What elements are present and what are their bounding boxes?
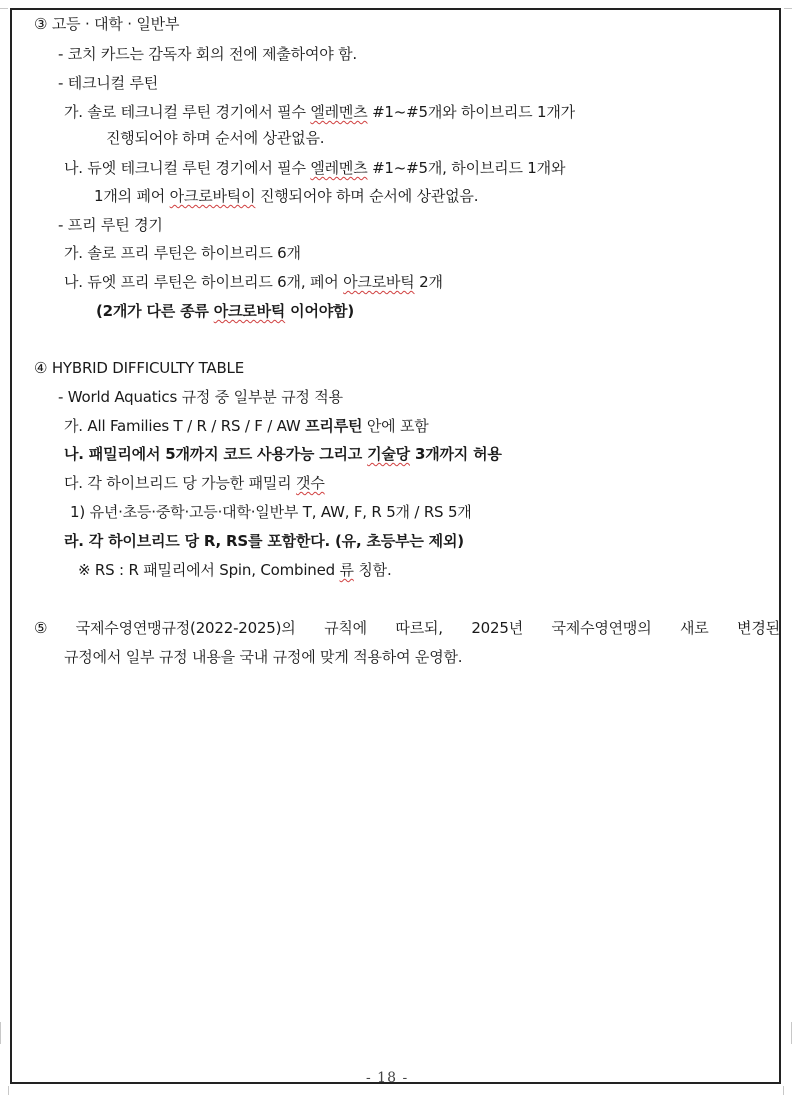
free-solo-line: 가. 솔로 프리 루틴은 하이브리드 6개: [64, 244, 301, 262]
section-4-title: ④ HYBRID DIFFICULTY TABLE: [34, 359, 244, 377]
technical-solo-line-2: 진행되어야 하며 순서에 상관없음.: [106, 129, 325, 147]
text-segment: 가. All Families T / R / RS / F / AW: [64, 417, 306, 435]
world-aquatics-rule: - World Aquatics 규정 중 일부분 규정 적용: [58, 388, 343, 406]
technical-solo-line-1: [64, 102, 575, 122]
word: 규칙에: [324, 619, 367, 637]
crop-mark: [0, 8, 8, 9]
word: 국제수영연맹의: [551, 619, 652, 637]
rs-note: [78, 560, 392, 580]
technical-duet-line-1: [64, 158, 565, 178]
word: 새로: [679, 619, 709, 637]
spellcheck-word: 엘레멘츠: [310, 159, 368, 177]
free-routine-heading: - 프리 루틴 경기: [58, 216, 163, 234]
crop-mark: [784, 8, 792, 9]
free-duet-line: [64, 272, 443, 292]
text-segment: 3개까지 허용: [409, 445, 502, 463]
word: 변경된: [737, 619, 780, 637]
spellcheck-word: 아크로바틱: [343, 273, 415, 291]
section-5-line-1: [34, 618, 780, 638]
free-duet-note: [96, 301, 354, 321]
crop-mark: [0, 1022, 1, 1044]
spellcheck-word: 갯수: [296, 474, 325, 492]
technical-duet-line-2: [94, 186, 478, 206]
text-segment: 가. 솔로 테크니컬 루틴 경기에서 필수: [64, 103, 311, 121]
text-segment: 진행되어야 하며 순서에 상관없음.: [255, 187, 479, 205]
text-segment: 나. 듀엣 프리 루틴은 하이브리드 6개, 페어: [64, 273, 344, 291]
text-segment: 다. 각 하이브리드 당 가능한 패밀리: [64, 474, 297, 492]
coach-card-rule: - 코치 카드는 감독자 회의 전에 제출하여야 함.: [58, 45, 357, 63]
text-segment: 이어야함): [285, 302, 354, 320]
text-segment: 2개: [414, 273, 443, 291]
crop-mark: [8, 1086, 9, 1095]
spellcheck-word: 아크로바틱: [213, 302, 286, 320]
families-per-hybrid-line: [64, 473, 325, 493]
crop-mark: [783, 1086, 784, 1095]
section-3-title: ③ 고등 · 대학 · 일반부: [34, 15, 180, 33]
text-segment: ※ RS : R 패밀리에서 Spin, Combined: [78, 561, 340, 579]
section-5-line-2: 규정에서 일부 규정 내용을 국내 규정에 맞게 적용하여 운영함.: [64, 648, 463, 666]
families-line: [64, 416, 429, 436]
word: 국제수영연맹규정(2022-2025)의: [75, 619, 296, 637]
word: 2025년: [471, 619, 524, 637]
family-code-limit-line: [64, 444, 502, 464]
r-rs-inclusion-line: 라. 각 하이브리드 당 R, RS를 포함한다. (유, 초등부는 제외): [64, 532, 464, 550]
word: 따르되,: [395, 619, 443, 637]
text-segment: 프리루틴: [305, 417, 363, 435]
spellcheck-word: 아크로바틱이: [169, 187, 256, 205]
spellcheck-word: 기술당: [367, 445, 410, 463]
page-number: - 18 -: [366, 1070, 409, 1086]
spellcheck-word: 류: [339, 561, 354, 579]
text-segment: 나. 패밀리에서 5개까지 코드 사용가능 그리고: [64, 445, 368, 463]
spellcheck-word: 엘레멘츠: [310, 103, 368, 121]
text-segment: #1~#5개, 하이브리드 1개와: [367, 159, 566, 177]
technical-routine-heading: - 테크니컬 루틴: [58, 74, 159, 92]
text-segment: 나. 듀엣 테크니컬 루틴 경기에서 필수: [64, 159, 311, 177]
text-segment: 안에 포함: [362, 417, 429, 435]
text-segment: (2개가 다른 종류: [96, 302, 214, 320]
word: ⑤: [34, 619, 48, 637]
text-segment: 1개의 페어: [94, 187, 170, 205]
division-family-count-item: 1) 유년·초등·중학·고등·대학·일반부 T, AW, F, R 5개 / RS 5개: [70, 503, 472, 521]
text-segment: #1~#5개와 하이브리드 1개가: [367, 103, 575, 121]
text-segment: 칭함.: [353, 561, 392, 579]
